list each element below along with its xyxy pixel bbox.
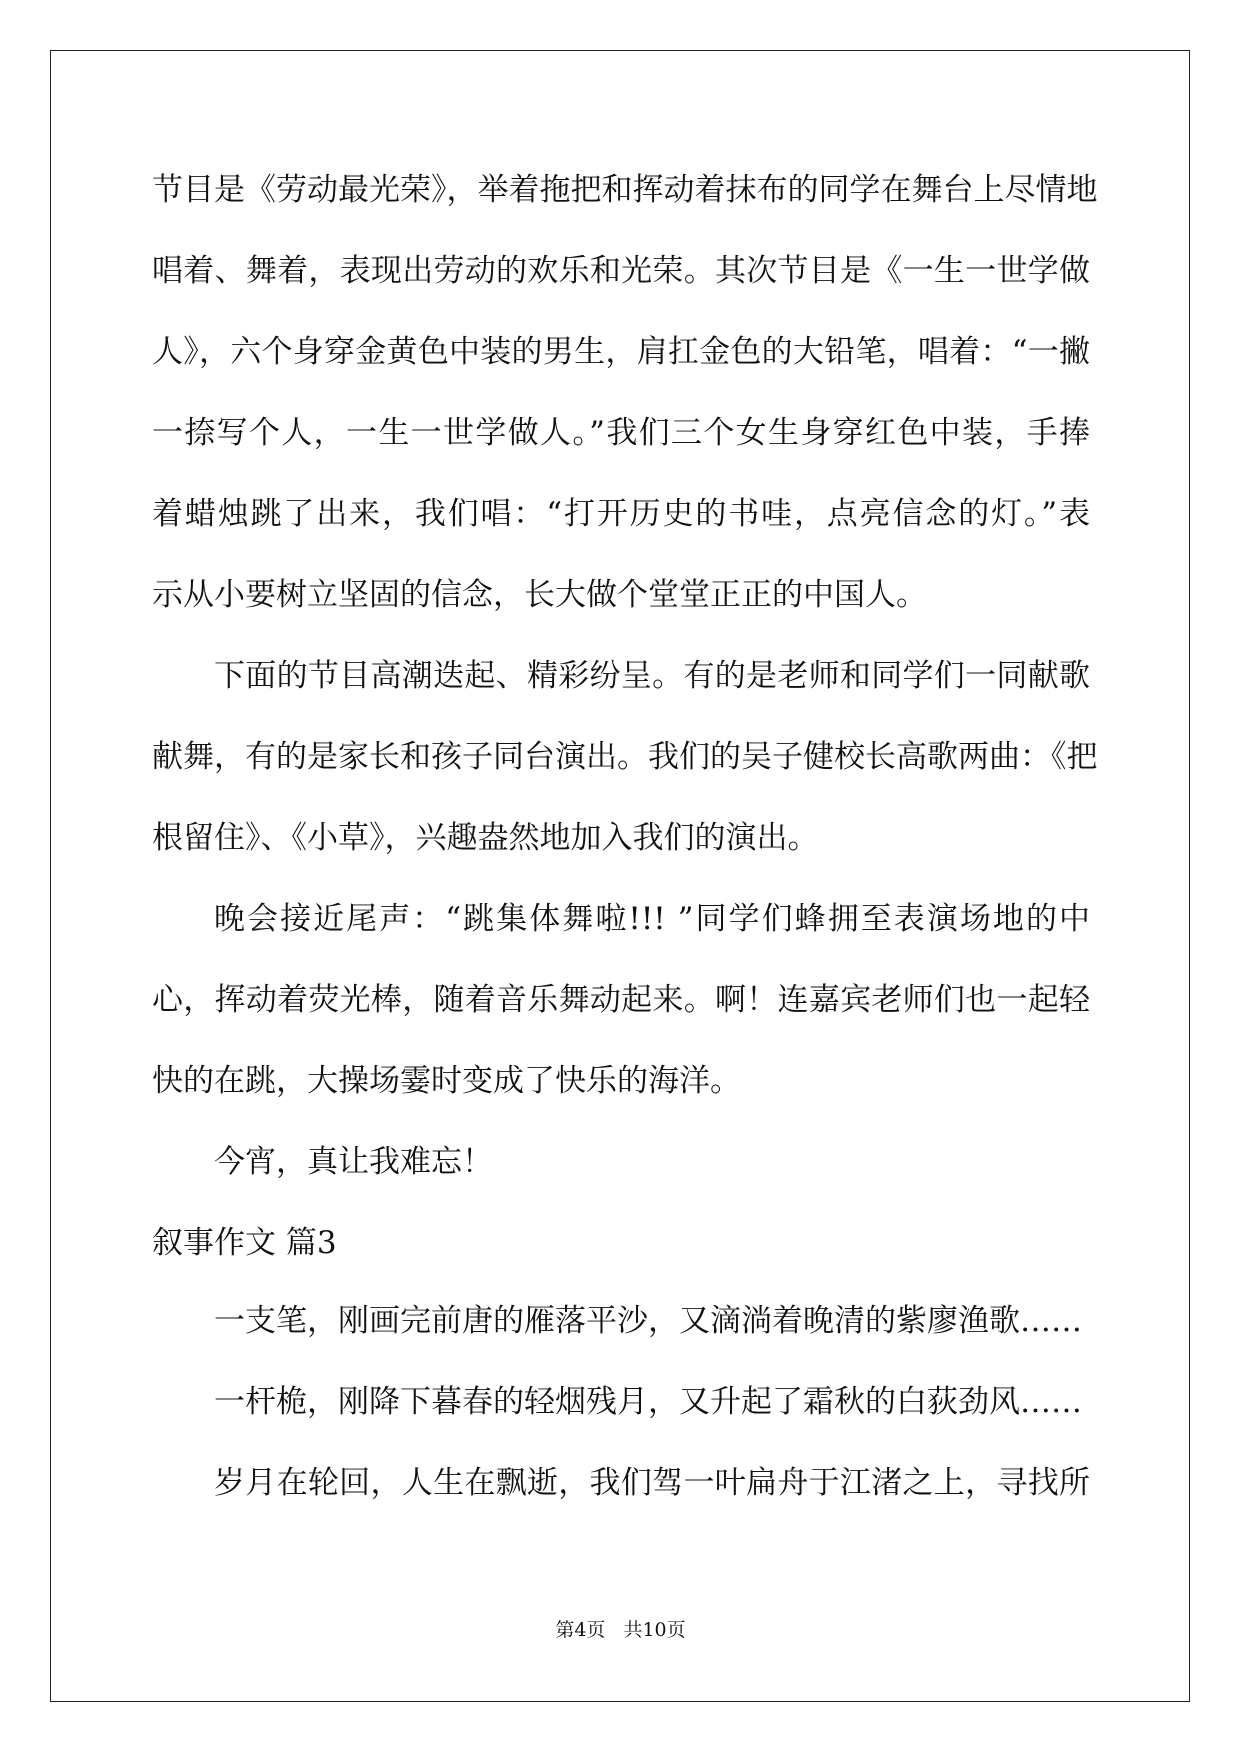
text-line: 快的在跳，大操场霎时变成了快乐的海洋。 (152, 1063, 741, 1099)
page-footer (0, 1615, 1241, 1642)
paragraph-start: 晚会接近尾声：“跳集体舞啦!!! ”同学们蜂拥至表演场地的中 (214, 901, 1090, 937)
text-line: 根留住》、《小草》，兴趣盎然地加入我们的演出。 (152, 820, 819, 856)
text-line: 人》，六个身穿金黄色中装的男生，肩扛金色的大铅笔，唱着：“一撇 (152, 334, 1090, 370)
paragraph-start: 下面的节目高潮迭起、精彩纷呈。有的是老师和同学们一同献歌 (214, 658, 1090, 694)
page-number: 第4页 (555, 1619, 606, 1641)
paragraph-start: 今宵，真让我难忘！ (214, 1144, 493, 1180)
paragraph-start: 一杆桅，刚降下暮春的轻烟残月，又升起了霜秋的白荻劲风…… (214, 1384, 1082, 1420)
text-line: 示从小要树立坚固的信念，长大做个堂堂正正的中国人。 (152, 577, 927, 613)
paragraph-start: 一支笔，刚画完前唐的雁落平沙，又滴淌着晚清的紫廖渔歌…… (214, 1303, 1082, 1339)
text-line: 一捺写个人，一生一世学做人。”我们三个女生身穿红色中装，手捧 (152, 415, 1090, 451)
section-heading: 叙事作文 篇3 (152, 1225, 337, 1261)
text-line: 心，挥动着荧光棒，随着音乐舞动起来。啊！连嘉宾老师们也一起轻 (152, 982, 1090, 1018)
text-line: 着蜡烛跳了出来，我们唱：“打开历史的书哇，点亮信念的灯。”表 (152, 496, 1090, 532)
text-line: 献舞，有的是家长和孩子同台演出。我们的吴子健校长高歌两曲：《把 (152, 739, 1098, 775)
document-body (152, 158, 1098, 1532)
text-line: 节目是《劳动最光荣》，举着拖把和挥动着抹布的同学在舞台上尽情地 (152, 172, 1098, 208)
text-line: 唱着、舞着，表现出劳动的欢乐和光荣。其次节目是《一生一世学做 (152, 253, 1090, 289)
paragraph-start: 岁月在轮回，人生在飘逝，我们驾一叶扁舟于江渚之上，寻找所 (214, 1465, 1090, 1501)
page-total: 共10页 (623, 1619, 686, 1641)
